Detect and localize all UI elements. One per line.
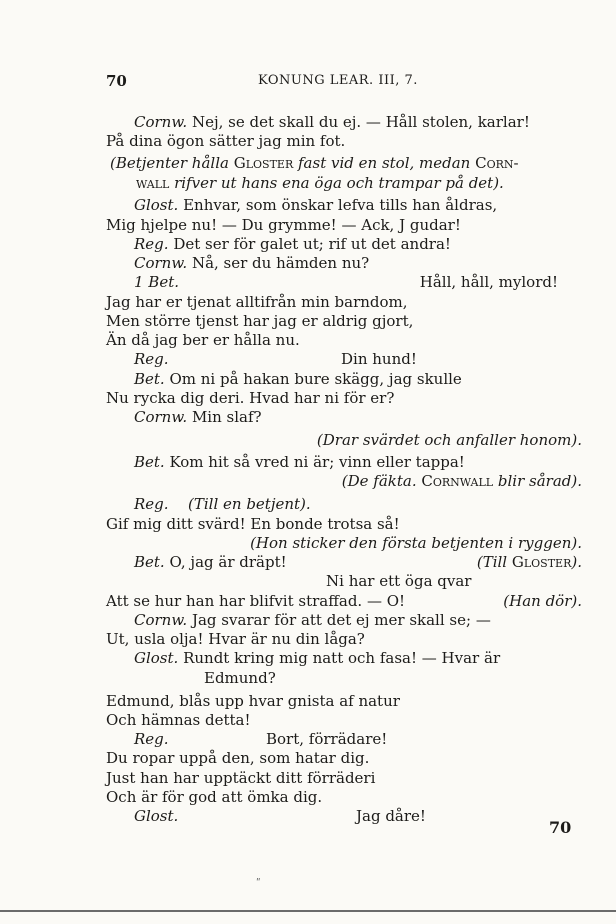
speaker-name: Glost. (134, 196, 179, 215)
verse-line: 1 Bet. Håll, håll, mylord! (134, 273, 558, 292)
verse-line: Men större tjenst har jag er aldrig gjort, (106, 311, 414, 330)
verse-line: Och är för god att ömka dig. (106, 787, 323, 806)
stage-direction: (Betjenter hålla Gloster fast vid en stol, medan Corn- (110, 154, 519, 173)
verse-line: Och hämnas detta! (106, 710, 251, 729)
verse-line: Reg. Det ser för galet ut; rif ut det andra! (134, 234, 451, 253)
verse-line: Ni har ett öga qvar (326, 572, 472, 591)
speaker-name: Cornw. (134, 113, 188, 131)
running-title-work: KONUNG LEAR. (258, 73, 374, 88)
verse-line: Glost. Enhvar, som önskar lefva tills han åldras, (134, 196, 498, 215)
verse-line: Cornw. Nå, ser du hämden nu? (134, 254, 370, 273)
verse-line: Bet. Om ni på hakan bure skägg, jag skulle (134, 369, 462, 388)
scan-edge (0, 910, 616, 912)
verse-line: Gif mig ditt svärd! En bonde trotsa så! (106, 514, 400, 533)
speaker-name: 1 Bet. (134, 273, 180, 292)
verse-line: Edmund, blås upp hvar gnista af natur (106, 691, 400, 710)
speaker-name: Glost. (134, 649, 179, 668)
footer-page-number: 70 (549, 818, 572, 837)
verse-line: Glost. Rundt kring mig natt och fasa! — Hvar är (134, 649, 501, 668)
speaker-name: Cornw. (134, 610, 188, 629)
running-title-act-scene: III, 7. (373, 73, 418, 88)
verse-line: Edmund? (204, 668, 276, 687)
speaker-name: Reg. (134, 234, 169, 253)
speaker-name: Cornw. (134, 408, 188, 427)
verse-line: Du ropar uppå den, som hatar dig. (106, 749, 370, 768)
verse-line: Reg. Din hund! (134, 350, 417, 369)
speaker-name: Glost. (134, 807, 179, 825)
speaker-name: Reg. (134, 730, 169, 748)
verse-line: Bet. O, jag är dräpt! (Till Gloster). (134, 553, 582, 572)
verse-line: Reg. (Till en betjent). (134, 495, 311, 514)
verse-line: Nu rycka dig deri. Hvad har ni för er? (106, 388, 395, 407)
verse-line: Att se hur han har blifvit straffad. — O! (Han dör). (106, 591, 582, 610)
verse-line: Just han har upptäckt ditt förräderi (106, 768, 376, 787)
running-title (258, 73, 418, 88)
verse-line (134, 112, 582, 133)
speaker-name: Cornw. (134, 254, 188, 273)
speaker-name: Reg. (134, 495, 169, 514)
stage-direction: wall rifver ut hans ena öga och trampar på det). (136, 173, 504, 192)
verse-line: Bet. Kom hit så vred ni är; vinn eller tappa! (134, 453, 465, 472)
verse-line: Reg. Bort, förrädare! (134, 730, 388, 748)
verse-line: Mig hjelpe nu! — Du grymme! — Ack, J gudar! (106, 215, 461, 234)
verse-line: Ut, usla olja! Hvar är nu din låga? (106, 630, 365, 649)
verse-line: Glost. Jag dåre! (134, 807, 426, 825)
speaker-name: Reg. (134, 350, 169, 369)
verse-line: Cornw. Min slaf? (134, 408, 262, 427)
header-page-number: 70 (106, 72, 127, 90)
speaker-name: Bet. (134, 453, 165, 472)
verse-line: Cornw. Jag svarar för att det ej mer skall se; — (134, 610, 491, 629)
speaker-name: Bet. (134, 369, 165, 388)
verse-line: Än då jag ber er hålla nu. (106, 331, 300, 350)
verse-text: Nej, se det skall du ej. — Håll stolen, karlar! (187, 113, 530, 131)
verse-line (106, 131, 582, 152)
book-page: 70 KONUNG LEAR. III, 7. Cornw. Nej, se det skall du ej. — Håll stolen, karlar! På dina ögon sätter jag min fot. (Betjenter hålla Gloster fast vid en stol, medan Corn- wall rifver ut hans ena öga och trampar på det). Glost. Enhvar, som önskar lefva tills han åldras, Mig hjelpe nu! — Du grymme! — Ack, J gudar! Reg. Det ser för galet ut; rif ut det andra! Cornw. Nå, ser du hämden nu? 1 Bet. Håll, håll, mylord! Jag har er tjenat alltifrån min barndom, Men större tjenst har jag er aldrig gjort, Än då jag ber er hålla nu. Reg. Din hund! Bet. Om ni på hakan bure skägg, jag skulle Nu rycka dig deri. Hvad har ni för er? Cornw. Min slaf? (Drar svärdet och anfaller honom). Bet. Kom hit så vred ni är; vinn eller tappa! (De fäkta. Cornwall blir sårad). Reg. (Till en betjent). Gif mig ditt svärd! En bonde trotsa så! (Hon sticker den första betjenten i ryggen). Bet. O, jag är dräpt! (Till Gloster). Ni har ett öga qvar Att se hur han har blifvit straffad. — O! (Han dör). Cornw. Jag svarar för att det ej mer skall se; — Ut, usla olja! Hvar är nu din låga? Glost. Rundt kring mig natt och fasa! — Hvar är Edmund? Edmund, blås upp hvar gnista af natur Och hämnas detta! Reg. Bort, förrädare! Du ropar uppå den, som hatar dig. Just han har upptäckt ditt förräderi Och är för god att ömka dig. Glost. Jag dåre! 70 ʺ (0, 0, 616, 924)
print-mark: ʺ (256, 878, 261, 889)
verse-text: På dina ögon sätter jag min fot. (106, 132, 346, 151)
verse-line: Jag har er tjenat alltifrån min barndom, (106, 292, 408, 311)
speaker-name: Bet. (134, 553, 165, 572)
